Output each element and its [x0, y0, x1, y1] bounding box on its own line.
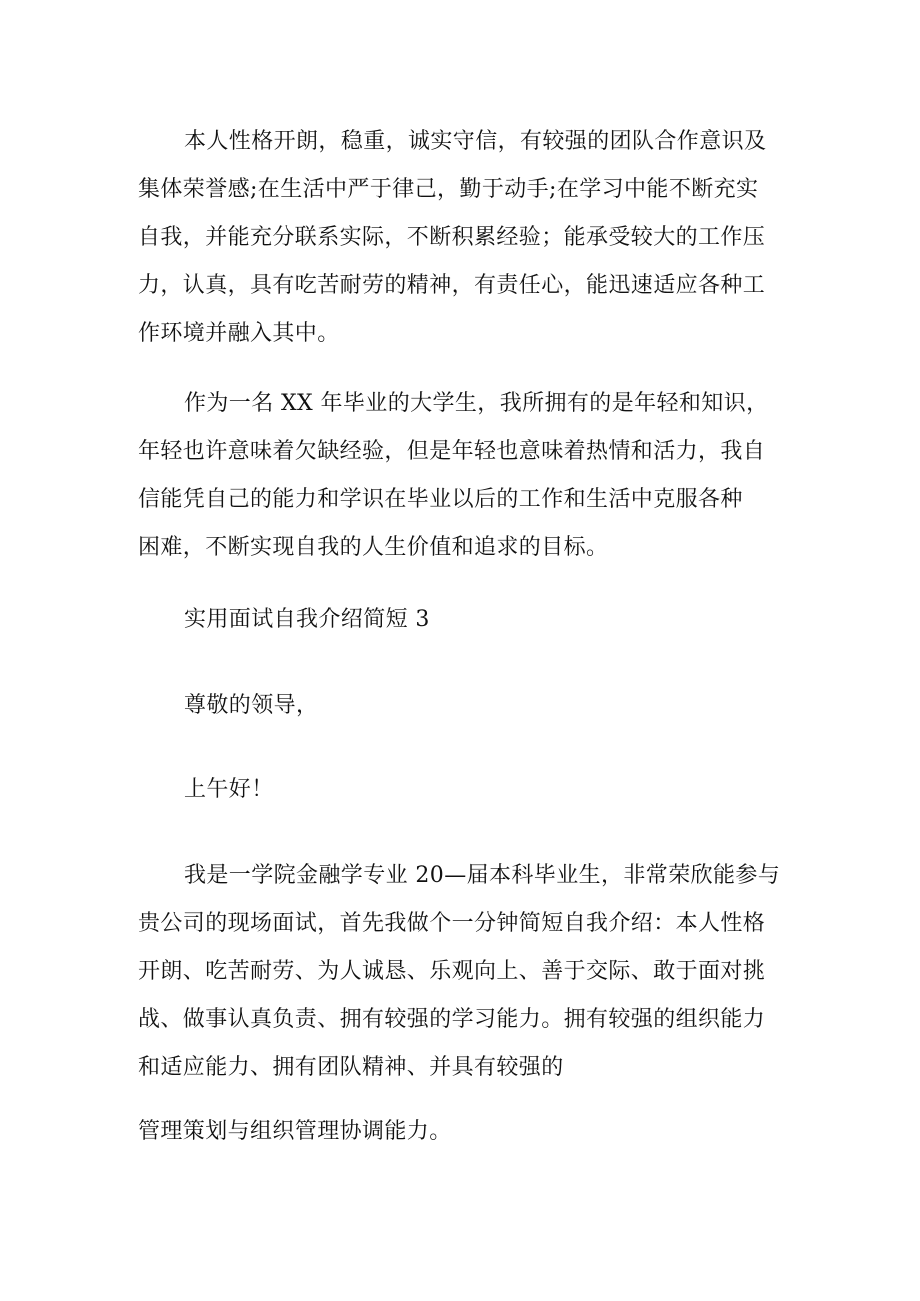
text-line: 力，认真，具有吃苦耐劳的精神，有责任心，能迅速适应各种工: [138, 273, 766, 298]
text-line: 自我，并能充分联系实际，不断积累经验；能承受较大的工作压: [138, 225, 766, 250]
text-line: 战、做事认真负责、拥有较强的学习能力。拥有较强的组织能力: [138, 1007, 766, 1032]
section-heading: 实用面试自我介绍简短 3: [184, 607, 430, 632]
paragraph-closing: 管理策划与组织管理协调能力。: [138, 1119, 452, 1144]
text-line: 集体荣誉感;在生活中严于律己，勤于动手;在学习中能不断充实: [138, 177, 759, 202]
text-line: 我是一学院金融学专业 20—届本科毕业生，非常荣欣能参与: [184, 863, 781, 888]
text-line: 信能凭自己的能力和学识在毕业以后的工作和生活中克服各种: [138, 487, 743, 512]
paragraph-graduate: [138, 380, 788, 572]
text-line: 作环境并融入其中。: [138, 321, 340, 346]
text-line: 开朗、吃苦耐劳、为人诚恳、乐观向上、善于交际、敢于面对挑: [138, 959, 766, 984]
paragraph-personality: [138, 118, 788, 358]
paragraph-introduction: [138, 852, 788, 1092]
salutation-line: 上午好！: [184, 777, 274, 802]
greeting-line: 尊敬的领导，: [184, 693, 319, 718]
text-line: 和适应能力、拥有团队精神、并具有较强的: [138, 1055, 564, 1080]
text-line: 作为一名 XX 年毕业的大学生，我所拥有的是年轻和知识，: [184, 391, 769, 416]
text-line: 困难，不断实现自我的人生价值和追求的目标。: [138, 535, 609, 560]
text-line: 本人性格开朗，稳重，诚实守信，有较强的团队合作意识及: [184, 129, 767, 154]
text-line: 年轻也许意味着欠缺经验，但是年轻也意味着热情和活力，我自: [138, 439, 766, 464]
text-line: 贵公司的现场面试，首先我做个一分钟简短自我介绍：本人性格: [138, 911, 766, 936]
